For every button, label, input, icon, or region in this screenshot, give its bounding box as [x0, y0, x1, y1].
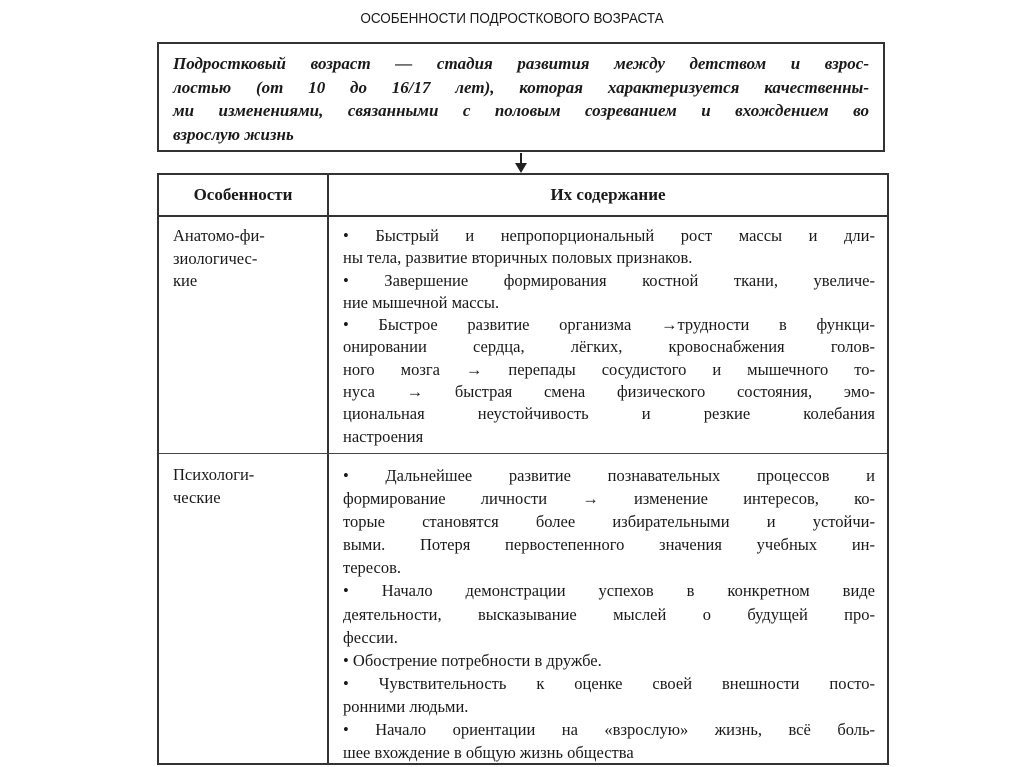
- bullet-line: формирование личности → изменение интересов, ко-: [343, 489, 875, 509]
- bullet-line: онировании сердца, лёгких, кровоснабжения голов-: [343, 337, 875, 357]
- bullet-line: • Начало ориентации на «взрослую» жизнь, всё боль-: [343, 720, 875, 740]
- table-header: [159, 175, 887, 217]
- category-line: Анатомо-фи-: [173, 226, 265, 245]
- bullet-line: торые становятся более избирательными и устойчи-: [343, 512, 875, 532]
- bullet-line: ние мышечной массы.: [343, 292, 500, 312]
- bullet-item: [343, 718, 875, 764]
- definition-line: ми изменениями, связанными с половым созреванием и вхождением во: [173, 101, 869, 120]
- bullet-line: ны тела, развитие вторичных половых признаков.: [343, 248, 693, 268]
- bullet-item: [343, 672, 875, 718]
- bullet-line: циональная неустойчивость и резкие колебания: [343, 404, 875, 424]
- bullet-line: деятельности, высказывание мыслей о будущей про-: [343, 604, 875, 624]
- arrowhead-icon: [515, 163, 527, 173]
- category-line: Психологи-: [173, 465, 255, 484]
- bullet-line: • Дальнейшее развитие познавательных процессов и: [343, 466, 875, 485]
- bullet-item: [343, 270, 875, 315]
- bullet-line: • Быстрое развитие организма →трудности в функци-: [343, 315, 875, 335]
- bullet-item: [343, 579, 875, 648]
- bullet-line: фессии.: [343, 627, 398, 647]
- category-line: зиологичес-: [173, 248, 258, 268]
- bullet-line: выми. Потеря первостепенного значения учебных ин-: [343, 535, 875, 555]
- row-category: [173, 464, 323, 509]
- definition-line: лостью (от 10 до 16/17 лет), которая характеризуется качественны-: [173, 77, 869, 97]
- bullet-line: тересов.: [343, 558, 402, 578]
- row-category: [173, 225, 323, 293]
- category-line: ческие: [173, 487, 221, 507]
- header-features: Особенности: [193, 185, 293, 204]
- bullet-line: • Начало демонстрации успехов в конкретном виде: [343, 581, 875, 601]
- bullet-line: ронними людьми.: [343, 696, 469, 716]
- definition-line: взрослую жизнь: [173, 124, 294, 144]
- bullet-item: [343, 649, 875, 672]
- row-content: [343, 464, 875, 764]
- bullet-line: • Чувствительность к оценке своей внешности посто-: [343, 673, 875, 693]
- bullet-item: [343, 314, 875, 448]
- bullet-line: • Обострение потребности в дружбе.: [343, 650, 602, 670]
- bullet-line: нуса → быстрая смена физического состояния, эмо-: [343, 382, 875, 402]
- page-title: ОСОБЕННОСТИ ПОДРОСТКОВОГО ВОЗРАСТА: [360, 10, 664, 27]
- bullet-line: ного мозга → перепады сосудистого и мышечного то-: [343, 359, 875, 379]
- table-row: [159, 454, 887, 763]
- table-row: [159, 215, 887, 454]
- bullet-line: • Завершение формирования костной ткани, увеличе-: [343, 270, 875, 290]
- bullet-item: [343, 464, 875, 579]
- bullet-line: настроения: [343, 426, 424, 446]
- definition-line: Подростковый возраст — стадия развития между детством и взрос-: [173, 54, 869, 73]
- features-table: [157, 173, 889, 765]
- definition-box: [157, 42, 885, 152]
- bullet-line: шее вхождение в общую жизнь общества: [343, 743, 634, 763]
- row-content: [343, 225, 875, 448]
- header-content: Их содержание: [550, 185, 666, 204]
- bullet-line: • Быстрый и непропорциональный рост массы и дли-: [343, 226, 875, 245]
- bullet-item: [343, 225, 875, 270]
- category-line: кие: [173, 271, 198, 290]
